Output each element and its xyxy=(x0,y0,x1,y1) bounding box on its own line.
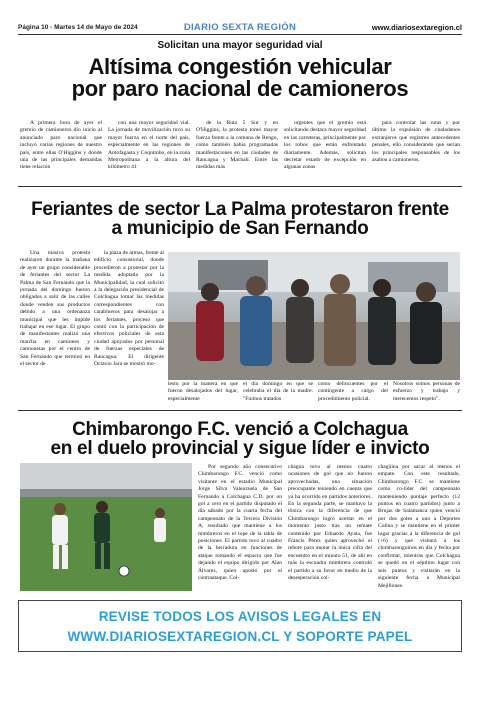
article3-col2: chagua tuvo al menos cuatro ocasiones de gol que no fueron aprovechadas, una situación preocupante teniendo en cuenta que ya ha ocurrido en partidos anteriores. En la segunda parte, se mantuvo la tónica con la diferencia de que Chimbarongo logró acertar en el momento justo tras un remate contenido por Eduardo Ayala, fue Francis Pérez quien aprovechó el rebote para anotar la única cifra del encuentro en el minuto 51, de ahí en más la escuadra mimbrera controló el partido a su favor en medio de la desesperación col- xyxy=(288,464,372,582)
section-rule-1 xyxy=(18,186,462,187)
article2-col4: el día domingo en que se celebraba el día de la madre. "Fuimos tratados xyxy=(243,381,313,402)
article2-col6: Nosotros somos personas de esfuerzo y trabajo y merecemos respeto". xyxy=(393,381,460,402)
article2-headline-line1: Feriantes de sector La Palma protestaron frente xyxy=(31,199,449,220)
article2-col3: lesto por la manera en que fueron desalojados del lugar, especialmente xyxy=(168,381,238,402)
football-players-illustration xyxy=(20,463,192,591)
article1-kicker: Solicitan una mayor seguridad vial xyxy=(157,40,323,51)
article3-col1: Por segundo año consecutivo Chimbarongo F.C. venció como visitante en el estadio Municipal Jorge Silva Valenzuela de San Fernando a Colchagua C.D. por un gol a cero en el partido disputado el día sábado por la cuarta fecha del campeonato de la Tercera División A, resultado que mantiene a los mimbreros en el tope de la tabla de posiciones. El partido tuvo al cuadro de la herradura en funciones de ataque tomando el espacio que fue dejando el equipo dirigido por Alan Álvarez, quien apostó por el contraataque. Col- xyxy=(198,464,282,582)
article1-col1: A primera hora de ayer el gremio de camioneros dio inicio al anunciado paro nacional que incluyó varias regiones de nuestro país, entre ellas O'Higgins y donde una de las principales demandas tiene relación xyxy=(20,120,102,171)
article3-headline-line2: en el duelo provincial y sigue líder e invicto xyxy=(50,438,430,460)
article1-col3: de la Ruta 5 Sur y en O'Higgins, la protesta tomó mayor fuerza frente a la comuna de Rengo, como también había programadas manifestaciones en las ciudades de Rancagua y Machalí. Entre las medidas más xyxy=(196,120,278,171)
article2-headline xyxy=(20,200,460,239)
article2-col5: como delincuentes por el contingente a cargo del procedimiento policial. xyxy=(318,381,388,402)
football-match-photo xyxy=(20,463,192,591)
article2-col2: la plaza de armas, frente al edificio consistorial, donde procedieron a protestar por la medida adoptada por la Municipalidad, la cual solicitó a la delegación presidencial de Colchagua tomar las medidas correspondientes con carabineros para desalojar a los feriantes, proceso que contó con la participación de efectivos policiales de esta ciudad apoyados por personal de fuerzas especiales de Rancagua. El dirigente Octavio Jara se mostró mo- xyxy=(94,250,164,368)
header-rule xyxy=(18,34,462,35)
section-rule-2 xyxy=(18,410,462,411)
legal-notices-banner[interactable] xyxy=(18,600,462,652)
banner-line2: WWW.DIARIOSEXTAREGION.CL Y SOPORTE PAPEL xyxy=(67,629,413,644)
article1-col2: con una mayor seguridad vial. La jornada de movilización tuvo su mayor fuerza en el norte del país, especialmente en las regiones de Antofagasta y Coquimbo, en la zona Metropolitana a la altura del kilómetro 41 xyxy=(108,120,190,171)
article1-headline-line2: por paro nacional de camioneros xyxy=(71,76,409,102)
article3-col3: chagüina por sacar al menos el empate. Con este resultado, Chimbarongo F.C. se mantiene como co-líder del campeonato manteniendo puntaje perfecto (12 puntos en cuatro partidos) junto a Brujas de Salamanca quien venció por dos goles a uno a Deportes Colina y se mantiene en el primer lugar gracias a la diferencia de gol (+6) y que visitará a los chimbaronguinos en día y fecha por confirmar, mientras que Colchagua se quedó en el séptimo lugar con seis puntos y visitarán en la siguiente fecha a Municipal Mejillones. xyxy=(378,464,460,589)
feriantes-protest-photo xyxy=(168,252,460,380)
article1-col4: urgentes que el gremio está solicitando destaca mayor seguridad en las carreteras, principalmente por los robos que están enfrentado diariamente. Además, solicitan decretar estado de excepción en algunas zonas xyxy=(284,120,366,171)
paper-name: DIARIO SEXTA REGIÓN xyxy=(183,22,297,33)
article2-col1: Una masiva protesta realizaron durante la mañana de ayer un grupo considerable de feriantes del sector La Palma de San Fernando que la jornada del domingo fueron obligados a salir de las calles donde venden sus productos debido a una ordenanza municipal que les impide trabajar en ese lugar. El grupo de manifestantes realizó una marcha en camiones y camionetas por el centro de San Fernando que terminó en el sector de xyxy=(20,250,90,368)
article1-headline xyxy=(20,56,460,101)
protest-crowd-illustration xyxy=(168,252,460,380)
article3-headline-line1: Chimbarongo F.C. venció a Colchagua xyxy=(72,419,408,440)
article1-col5: para controlar las rutas y por último la expulsión de ciudadanos extranjeros que registren antecedentes penales, ello considerando que serían los principales responsables de los asaltos a camioneros. xyxy=(372,120,460,164)
article1-headline-line1: Altísima congestión vehicular xyxy=(88,54,392,79)
article3-headline xyxy=(20,420,460,459)
page-date: Página 10 - Martes 14 de Mayo de 2024 xyxy=(18,24,138,31)
article2-headline-line2: a municipio de San Fernando xyxy=(111,218,369,240)
banner-line1: REVISE TODOS LOS AVISOS LEGALES EN xyxy=(98,609,382,624)
website-url[interactable]: www.diariosextaregion.cl xyxy=(371,23,462,32)
